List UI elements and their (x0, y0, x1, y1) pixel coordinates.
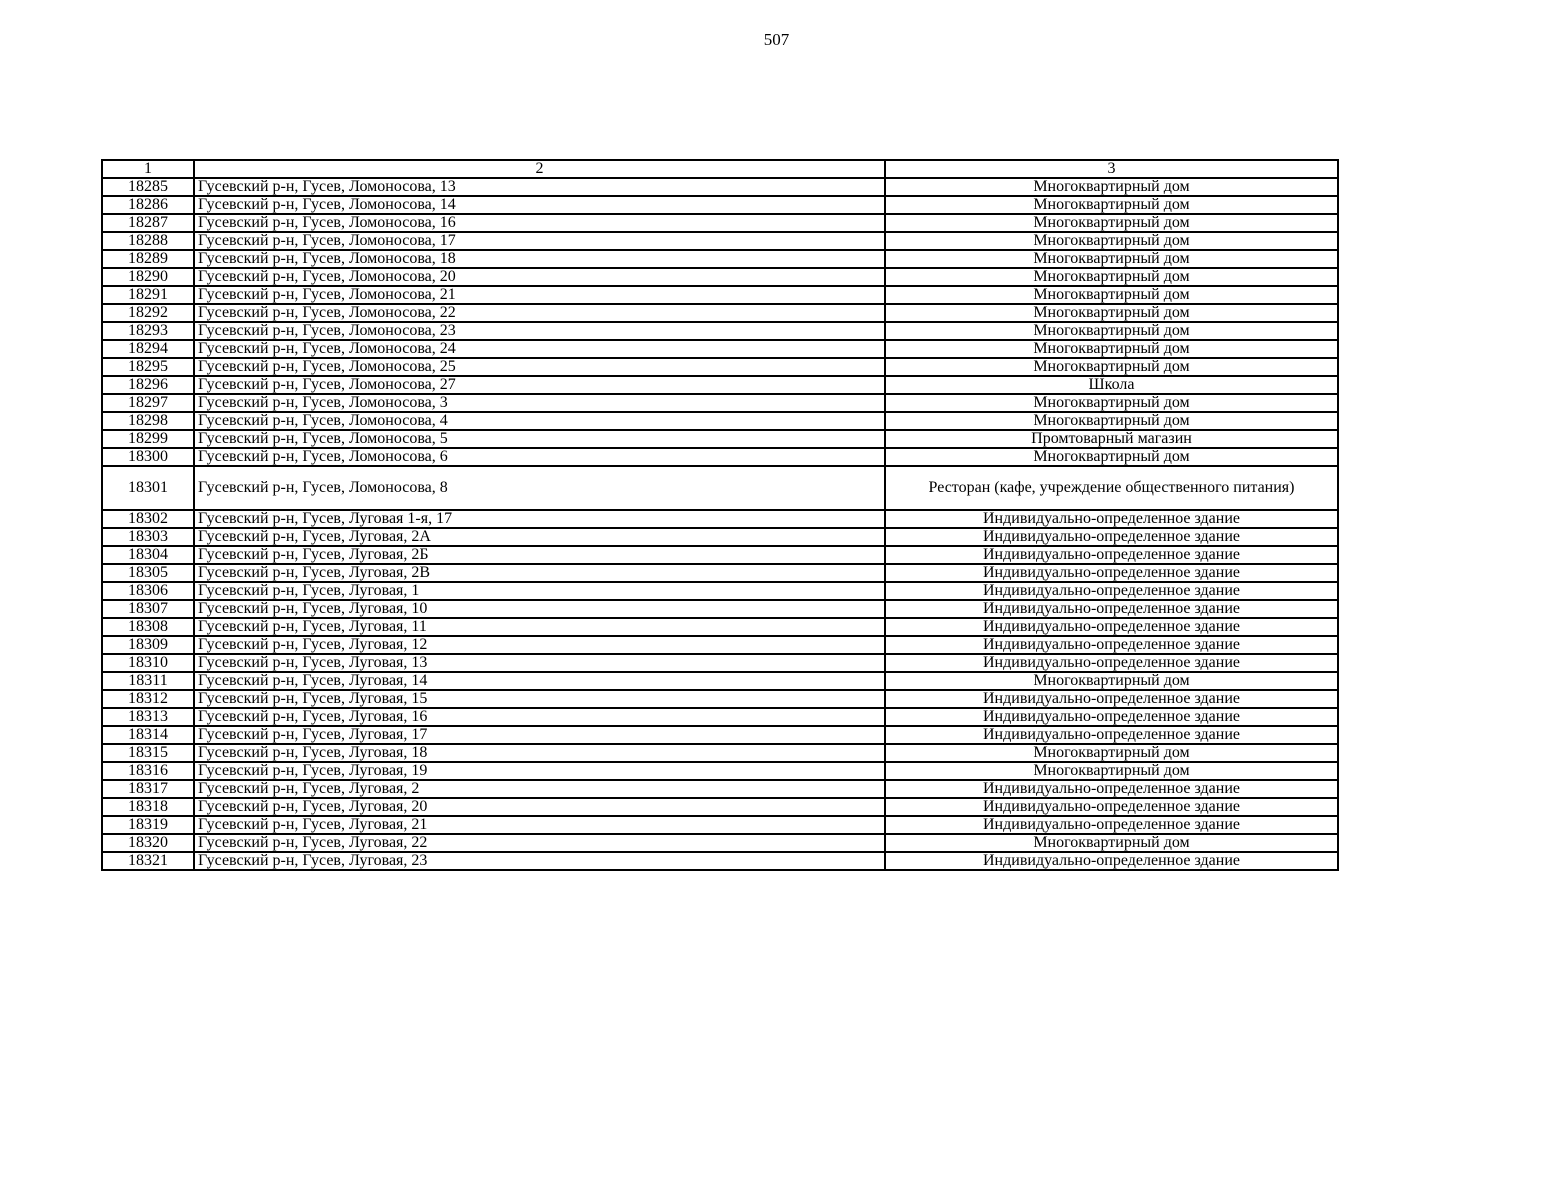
row-address-cell: Гусевский р-н, Гусев, Луговая, 20 (194, 798, 885, 816)
row-id-cell: 18310 (102, 654, 194, 672)
row-type-cell: Многоквартирный дом (885, 304, 1338, 322)
row-address-cell: Гусевский р-н, Гусев, Ломоносова, 13 (194, 178, 885, 196)
row-type-cell: Индивидуально-определенное здание (885, 780, 1338, 798)
table-row (102, 780, 1338, 798)
row-id-cell: 18300 (102, 448, 194, 466)
row-id-cell: 18311 (102, 672, 194, 690)
table-row (102, 564, 1338, 582)
row-id-cell: 18293 (102, 322, 194, 340)
table-row (102, 412, 1338, 430)
row-id-cell: 18299 (102, 430, 194, 448)
row-address-cell: Гусевский р-н, Гусев, Луговая, 14 (194, 672, 885, 690)
row-type-cell: Ресторан (кафе, учреждение общественного питания) (885, 466, 1338, 510)
row-type-cell: Многоквартирный дом (885, 214, 1338, 232)
table-row (102, 268, 1338, 286)
table-row (102, 672, 1338, 690)
row-type-cell: Школа (885, 376, 1338, 394)
row-type-cell: Индивидуально-определенное здание (885, 510, 1338, 528)
row-address-cell: Гусевский р-н, Гусев, Ломоносова, 6 (194, 448, 885, 466)
row-type-cell: Многоквартирный дом (885, 322, 1338, 340)
row-id-cell: 18302 (102, 510, 194, 528)
row-type-cell: Индивидуально-определенное здание (885, 582, 1338, 600)
row-address-cell: Гусевский р-н, Гусев, Луговая, 2 (194, 780, 885, 798)
row-id-cell: 18319 (102, 816, 194, 834)
table-row (102, 358, 1338, 376)
row-address-cell: Гусевский р-н, Гусев, Ломоносова, 23 (194, 322, 885, 340)
row-id-cell: 18315 (102, 744, 194, 762)
table-row (102, 582, 1338, 600)
row-id-cell: 18292 (102, 304, 194, 322)
row-id-cell: 18305 (102, 564, 194, 582)
row-id-cell: 18303 (102, 528, 194, 546)
row-id-cell: 18298 (102, 412, 194, 430)
row-type-cell: Многоквартирный дом (885, 762, 1338, 780)
row-type-cell: Многоквартирный дом (885, 178, 1338, 196)
row-address-cell: Гусевский р-н, Гусев, Ломоносова, 14 (194, 196, 885, 214)
row-id-cell: 18289 (102, 250, 194, 268)
table-row (102, 726, 1338, 744)
row-id-cell: 18309 (102, 636, 194, 654)
table-row (102, 528, 1338, 546)
row-id-cell: 18287 (102, 214, 194, 232)
row-type-cell: Индивидуально-определенное здание (885, 528, 1338, 546)
row-id-cell: 18314 (102, 726, 194, 744)
row-type-cell: Многоквартирный дом (885, 358, 1338, 376)
row-type-cell: Многоквартирный дом (885, 232, 1338, 250)
row-id-cell: 18306 (102, 582, 194, 600)
row-type-cell: Многоквартирный дом (885, 448, 1338, 466)
row-type-cell: Многоквартирный дом (885, 250, 1338, 268)
row-id-cell: 18318 (102, 798, 194, 816)
table-row (102, 762, 1338, 780)
header-col-2: 2 (194, 160, 885, 178)
row-type-cell: Индивидуально-определенное здание (885, 726, 1338, 744)
row-type-cell: Индивидуально-определенное здание (885, 654, 1338, 672)
table-row (102, 214, 1338, 232)
row-type-cell: Многоквартирный дом (885, 340, 1338, 358)
table-row (102, 600, 1338, 618)
table-row (102, 834, 1338, 852)
row-address-cell: Гусевский р-н, Гусев, Ломоносова, 8 (194, 466, 885, 510)
row-type-cell: Многоквартирный дом (885, 744, 1338, 762)
table-row (102, 618, 1338, 636)
row-address-cell: Гусевский р-н, Гусев, Луговая, 19 (194, 762, 885, 780)
row-type-cell: Индивидуально-определенное здание (885, 852, 1338, 870)
table-row (102, 286, 1338, 304)
row-type-cell: Индивидуально-определенное здание (885, 690, 1338, 708)
row-type-cell: Индивидуально-определенное здание (885, 618, 1338, 636)
row-address-cell: Гусевский р-н, Гусев, Луговая, 16 (194, 708, 885, 726)
row-address-cell: Гусевский р-н, Гусев, Ломоносова, 4 (194, 412, 885, 430)
table-row (102, 852, 1338, 870)
row-id-cell: 18320 (102, 834, 194, 852)
table-row (102, 178, 1338, 196)
registry-table (101, 159, 1339, 871)
row-type-cell: Многоквартирный дом (885, 268, 1338, 286)
row-address-cell: Гусевский р-н, Гусев, Луговая, 10 (194, 600, 885, 618)
row-address-cell: Гусевский р-н, Гусев, Ломоносова, 3 (194, 394, 885, 412)
row-address-cell: Гусевский р-н, Гусев, Луговая, 15 (194, 690, 885, 708)
table-row (102, 304, 1338, 322)
table-row (102, 340, 1338, 358)
row-address-cell: Гусевский р-н, Гусев, Ломоносова, 16 (194, 214, 885, 232)
row-type-cell: Индивидуально-определенное здание (885, 600, 1338, 618)
table-row (102, 322, 1338, 340)
row-address-cell: Гусевский р-н, Гусев, Луговая, 22 (194, 834, 885, 852)
row-address-cell: Гусевский р-н, Гусев, Луговая, 11 (194, 618, 885, 636)
row-id-cell: 18313 (102, 708, 194, 726)
table-row (102, 196, 1338, 214)
row-id-cell: 18301 (102, 466, 194, 510)
table-row (102, 232, 1338, 250)
row-type-cell: Многоквартирный дом (885, 394, 1338, 412)
row-address-cell: Гусевский р-н, Гусев, Ломоносова, 18 (194, 250, 885, 268)
table-row (102, 654, 1338, 672)
row-address-cell: Гусевский р-н, Гусев, Ломоносова, 21 (194, 286, 885, 304)
row-address-cell: Гусевский р-н, Гусев, Луговая 1-я, 17 (194, 510, 885, 528)
header-col-1: 1 (102, 160, 194, 178)
table-row (102, 546, 1338, 564)
table-row (102, 744, 1338, 762)
row-id-cell: 18286 (102, 196, 194, 214)
table-row (102, 394, 1338, 412)
row-type-cell: Индивидуально-определенное здание (885, 798, 1338, 816)
row-type-cell: Многоквартирный дом (885, 412, 1338, 430)
row-address-cell: Гусевский р-н, Гусев, Луговая, 2В (194, 564, 885, 582)
row-id-cell: 18321 (102, 852, 194, 870)
row-address-cell: Гусевский р-н, Гусев, Луговая, 1 (194, 582, 885, 600)
row-id-cell: 18291 (102, 286, 194, 304)
table-row (102, 376, 1338, 394)
page-number: 507 (763, 30, 790, 49)
row-type-cell: Многоквартирный дом (885, 286, 1338, 304)
row-address-cell: Гусевский р-н, Гусев, Луговая, 2Б (194, 546, 885, 564)
row-type-cell: Индивидуально-определенное здание (885, 708, 1338, 726)
row-address-cell: Гусевский р-н, Гусев, Луговая, 23 (194, 852, 885, 870)
row-id-cell: 18307 (102, 600, 194, 618)
row-address-cell: Гусевский р-н, Гусев, Ломоносова, 25 (194, 358, 885, 376)
table-row (102, 466, 1338, 510)
row-id-cell: 18295 (102, 358, 194, 376)
table-row (102, 636, 1338, 654)
row-id-cell: 18288 (102, 232, 194, 250)
row-address-cell: Гусевский р-н, Гусев, Ломоносова, 27 (194, 376, 885, 394)
row-address-cell: Гусевский р-н, Гусев, Ломоносова, 22 (194, 304, 885, 322)
table-row (102, 708, 1338, 726)
row-id-cell: 18294 (102, 340, 194, 358)
row-id-cell: 18316 (102, 762, 194, 780)
row-type-cell: Многоквартирный дом (885, 672, 1338, 690)
table-row (102, 816, 1338, 834)
header-col-3: 3 (885, 160, 1338, 178)
table-row (102, 690, 1338, 708)
row-id-cell: 18290 (102, 268, 194, 286)
table-header (102, 160, 1338, 178)
table-row (102, 250, 1338, 268)
row-address-cell: Гусевский р-н, Гусев, Ломоносова, 24 (194, 340, 885, 358)
table-row (102, 430, 1338, 448)
row-address-cell: Гусевский р-н, Гусев, Ломоносова, 20 (194, 268, 885, 286)
row-id-cell: 18312 (102, 690, 194, 708)
row-address-cell: Гусевский р-н, Гусев, Луговая, 17 (194, 726, 885, 744)
row-type-cell: Многоквартирный дом (885, 196, 1338, 214)
table-body (102, 178, 1338, 870)
header-row (102, 160, 1338, 178)
row-address-cell: Гусевский р-н, Гусев, Луговая, 2А (194, 528, 885, 546)
row-type-cell: Индивидуально-определенное здание (885, 636, 1338, 654)
table-row (102, 798, 1338, 816)
table-row (102, 510, 1338, 528)
row-id-cell: 18285 (102, 178, 194, 196)
row-type-cell: Многоквартирный дом (885, 834, 1338, 852)
row-id-cell: 18308 (102, 618, 194, 636)
row-id-cell: 18317 (102, 780, 194, 798)
row-type-cell: Промтоварный магазин (885, 430, 1338, 448)
row-type-cell: Индивидуально-определенное здание (885, 564, 1338, 582)
row-address-cell: Гусевский р-н, Гусев, Ломоносова, 17 (194, 232, 885, 250)
row-address-cell: Гусевский р-н, Гусев, Луговая, 12 (194, 636, 885, 654)
row-type-cell: Индивидуально-определенное здание (885, 546, 1338, 564)
row-address-cell: Гусевский р-н, Гусев, Луговая, 13 (194, 654, 885, 672)
row-address-cell: Гусевский р-н, Гусев, Ломоносова, 5 (194, 430, 885, 448)
table-row (102, 448, 1338, 466)
row-id-cell: 18304 (102, 546, 194, 564)
row-id-cell: 18297 (102, 394, 194, 412)
row-id-cell: 18296 (102, 376, 194, 394)
row-type-cell: Индивидуально-определенное здание (885, 816, 1338, 834)
row-address-cell: Гусевский р-н, Гусев, Луговая, 18 (194, 744, 885, 762)
row-address-cell: Гусевский р-н, Гусев, Луговая, 21 (194, 816, 885, 834)
